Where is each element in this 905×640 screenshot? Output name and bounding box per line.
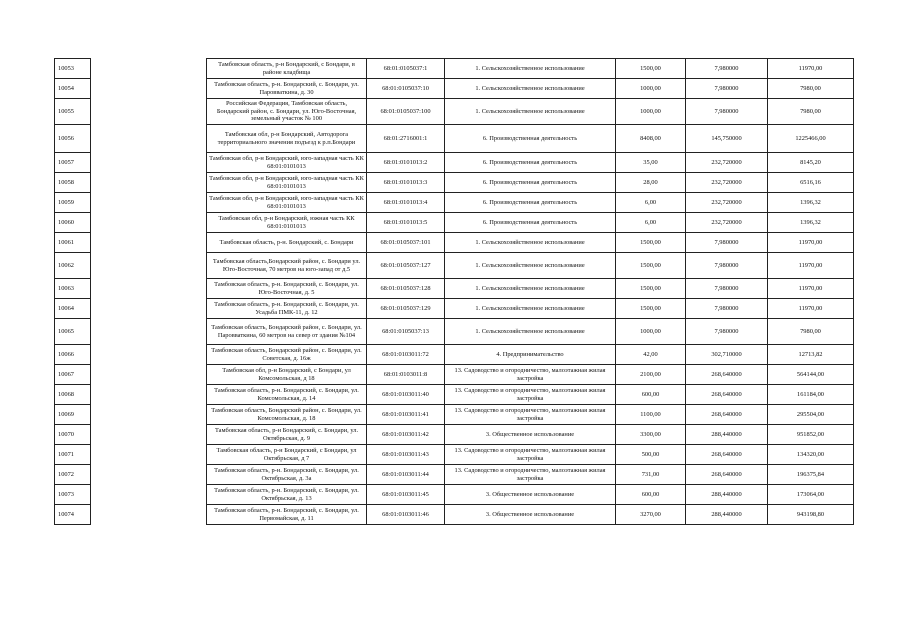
row-number-row: [55, 319, 91, 345]
cadastral-value-cell: 11970,00: [768, 233, 854, 253]
row-number-row: [55, 279, 91, 299]
row-number: 10068: [55, 385, 91, 405]
cadastral-value-cell: 7980,00: [768, 99, 854, 125]
cadastral-value-cell: 11970,00: [768, 59, 854, 79]
address-cell: Тамбовская область, р-н. Бондарский, с. Бондари, ул. Паровваткина, д. 30: [207, 79, 367, 99]
row-number: 10064: [55, 299, 91, 319]
row-number: 10056: [55, 125, 91, 153]
row-number: 10071: [55, 445, 91, 465]
address-cell: Тамбовская обл, р-н Бондарский, Автодорога территориального значения подъезд к р.п.Бондари: [207, 125, 367, 153]
table-row: [207, 253, 854, 279]
address-cell: Российская Федерация, Тамбовская область, Бондарский район, с. Бондари, ул. Юго-Восточная, земельный участок № 100: [207, 99, 367, 125]
row-number: 10054: [55, 79, 91, 99]
cadastral-value-cell: 11970,00: [768, 253, 854, 279]
cadastral-value-cell: 7980,00: [768, 319, 854, 345]
land-use-cell: 6. Производственная деятельность: [445, 125, 616, 153]
address-cell: Тамбовская область, р-н. Бондарский, с. Бондари, ул. Октябрьская, д. 13: [207, 485, 367, 505]
cadastral-number-cell: 68:01:0103011:43: [367, 445, 445, 465]
specific-value-cell: 268,640000: [686, 445, 768, 465]
table-row: [207, 233, 854, 253]
land-use-cell: 4. Предпринимательство: [445, 345, 616, 365]
table-row: [207, 485, 854, 505]
row-number: 10059: [55, 193, 91, 213]
table-row: [207, 385, 854, 405]
row-number-row: [55, 99, 91, 125]
cadastral-value-cell: 943198,80: [768, 505, 854, 525]
area-cell: 600,00: [616, 385, 686, 405]
row-number-row: [55, 485, 91, 505]
table-row: [207, 345, 854, 365]
area-cell: 6,00: [616, 193, 686, 213]
specific-value-cell: 268,640000: [686, 365, 768, 385]
land-use-cell: 13. Садоводство и огородничество, малоэтажная жилая застройка: [445, 405, 616, 425]
area-cell: 6,00: [616, 213, 686, 233]
row-number-row: [55, 125, 91, 153]
land-use-cell: 1. Сельскохозяйственное использование: [445, 319, 616, 345]
specific-value-cell: 7,980000: [686, 299, 768, 319]
specific-value-cell: 288,440000: [686, 425, 768, 445]
row-number-row: [55, 365, 91, 385]
row-number-row: [55, 405, 91, 425]
address-cell: Тамбовская обл, р-н Бондарский, с Бондари, ул Комсомольская, д 18: [207, 365, 367, 385]
cadastral-value-cell: 8145,20: [768, 153, 854, 173]
land-use-cell: 13. Садоводство и огородничество, малоэтажная жилая застройка: [445, 445, 616, 465]
address-cell: Тамбовская область, р-н Бондарский, с Бондари, в районе кладбища: [207, 59, 367, 79]
cadastral-number-cell: 68:01:0103011:45: [367, 485, 445, 505]
cadastral-number-cell: 68:01:0103011:42: [367, 425, 445, 445]
row-number-row: [55, 79, 91, 99]
land-plot-table: [206, 58, 854, 525]
specific-value-cell: 268,640000: [686, 465, 768, 485]
cadastral-value-cell: 161184,00: [768, 385, 854, 405]
specific-value-cell: 288,440000: [686, 485, 768, 505]
cadastral-number-cell: 68:01:0103011:40: [367, 385, 445, 405]
table-row: [207, 125, 854, 153]
specific-value-cell: 7,980000: [686, 279, 768, 299]
row-number-row: [55, 445, 91, 465]
cadastral-value-cell: 1396,32: [768, 193, 854, 213]
row-number-row: [55, 233, 91, 253]
address-cell: Тамбовская область, Бондарский район, с. Бондари, ул. Комсомольская, д. 18: [207, 405, 367, 425]
table-row: [207, 505, 854, 525]
area-cell: 1000,00: [616, 99, 686, 125]
specific-value-cell: 232,720000: [686, 213, 768, 233]
table-row: [207, 319, 854, 345]
area-cell: 731,00: [616, 465, 686, 485]
cadastral-value-cell: 564144,00: [768, 365, 854, 385]
row-number: 10060: [55, 213, 91, 233]
cadastral-number-cell: 68:01:0101013:5: [367, 213, 445, 233]
land-use-cell: 6. Производственная деятельность: [445, 213, 616, 233]
row-number-row: [55, 465, 91, 485]
row-number-row: [55, 385, 91, 405]
specific-value-cell: 268,640000: [686, 385, 768, 405]
cadastral-number-cell: 68:01:0105037:101: [367, 233, 445, 253]
address-cell: Тамбовская область, р-н. Бондарский, с. Бондари, ул. Юго-Восточная, д. 5: [207, 279, 367, 299]
row-number: 10066: [55, 345, 91, 365]
cadastral-number-cell: 68:01:0105037:129: [367, 299, 445, 319]
address-cell: Тамбовская обл, р-н Бондарский, южная часть КК 68:01:0101013: [207, 213, 367, 233]
land-use-cell: 3. Общественное использование: [445, 485, 616, 505]
specific-value-cell: 268,640000: [686, 405, 768, 425]
address-cell: Тамбовская обл, р-н Бондарский, юго-западная часть КК 68:01:0101013: [207, 193, 367, 213]
address-cell: Тамбовская область, р-н. Бондарский, с. Бондари, ул. Октябрьская, д. 3а: [207, 465, 367, 485]
area-cell: 1500,00: [616, 299, 686, 319]
address-cell: Тамбовская область, Бондарский район, с. Бондари, ул. Паровваткина, 60 метров на север от здания №104: [207, 319, 367, 345]
specific-value-cell: 145,750000: [686, 125, 768, 153]
cadastral-number-cell: 68:01:0103011:41: [367, 405, 445, 425]
area-cell: 2100,00: [616, 365, 686, 385]
cadastral-value-cell: 6516,16: [768, 173, 854, 193]
table-row: [207, 99, 854, 125]
cadastral-value-cell: 11970,00: [768, 299, 854, 319]
cadastral-number-cell: 68:01:0105037:1: [367, 59, 445, 79]
land-use-cell: 1. Сельскохозяйственное использование: [445, 233, 616, 253]
address-cell: Тамбовская область, Бондарский район, с. Бондари, ул. Советская, д. 16ж: [207, 345, 367, 365]
cadastral-number-cell: 68:01:0103011:46: [367, 505, 445, 525]
address-cell: Тамбовская область, р-н. Бондарский, с. Бондари, ул. Комсомольская, д. 14: [207, 385, 367, 405]
land-use-cell: 6. Производственная деятельность: [445, 173, 616, 193]
row-number-row: [55, 153, 91, 173]
table-row: [207, 79, 854, 99]
row-number-row: [55, 59, 91, 79]
cadastral-number-cell: 68:01:0105037:10: [367, 79, 445, 99]
specific-value-cell: 7,980000: [686, 99, 768, 125]
table-row: [207, 193, 854, 213]
land-use-cell: 6. Производственная деятельность: [445, 153, 616, 173]
cadastral-number-cell: 68:01:0105037:128: [367, 279, 445, 299]
land-use-cell: 1. Сельскохозяйственное использование: [445, 99, 616, 125]
cadastral-number-cell: 68:01:0101013:3: [367, 173, 445, 193]
row-number: 10053: [55, 59, 91, 79]
area-cell: 8408,00: [616, 125, 686, 153]
row-number: 10062: [55, 253, 91, 279]
cadastral-value-cell: 173064,00: [768, 485, 854, 505]
land-use-cell: 13. Садоводство и огородничество, малоэтажная жилая застройка: [445, 365, 616, 385]
specific-value-cell: 288,440000: [686, 505, 768, 525]
specific-value-cell: 302,710000: [686, 345, 768, 365]
area-cell: 1500,00: [616, 233, 686, 253]
address-cell: Тамбовская обл, р-н Бондарский, юго-западная часть КК 68:01:0101013: [207, 173, 367, 193]
table-row: [207, 213, 854, 233]
area-cell: 28,00: [616, 173, 686, 193]
area-cell: 42,00: [616, 345, 686, 365]
specific-value-cell: 7,980000: [686, 233, 768, 253]
cadastral-value-cell: 951852,00: [768, 425, 854, 445]
cadastral-value-cell: 11970,00: [768, 279, 854, 299]
table-row: [207, 299, 854, 319]
area-cell: 1500,00: [616, 253, 686, 279]
address-cell: Тамбовская область,Бондарский район, с. Бондари ул. Юго-Восточная, 70 метров на юго-запад от д.5: [207, 253, 367, 279]
row-number-row: [55, 173, 91, 193]
area-cell: 500,00: [616, 445, 686, 465]
cadastral-number-cell: 68:01:0105037:127: [367, 253, 445, 279]
row-number: 10073: [55, 485, 91, 505]
row-number-row: [55, 299, 91, 319]
area-cell: 1500,00: [616, 279, 686, 299]
land-use-cell: 1. Сельскохозяйственное использование: [445, 299, 616, 319]
address-cell: Тамбовская область, р-н Бондарский, с Бондари, ул Октябрьская, д 7: [207, 445, 367, 465]
area-cell: 1100,00: [616, 405, 686, 425]
row-number: 10070: [55, 425, 91, 445]
land-use-cell: 1. Сельскохозяйственное использование: [445, 253, 616, 279]
land-use-cell: 6. Производственная деятельность: [445, 193, 616, 213]
table-row: [207, 153, 854, 173]
cadastral-number-cell: 68:01:0105037:13: [367, 319, 445, 345]
row-number: 10061: [55, 233, 91, 253]
cadastral-value-cell: 134320,00: [768, 445, 854, 465]
address-cell: Тамбовская область, р-н. Бондарский, с. Бондари, ул. Усадьба ПМК-11, д. 12: [207, 299, 367, 319]
table-row: [207, 365, 854, 385]
land-use-cell: 3. Общественное использование: [445, 505, 616, 525]
row-number: 10067: [55, 365, 91, 385]
cadastral-value-cell: 295504,00: [768, 405, 854, 425]
row-number: 10065: [55, 319, 91, 345]
area-cell: 1000,00: [616, 79, 686, 99]
cadastral-value-cell: 12713,82: [768, 345, 854, 365]
row-number-row: [55, 213, 91, 233]
cadastral-number-cell: 68:01:2716001:1: [367, 125, 445, 153]
row-number: 10074: [55, 505, 91, 525]
row-number-column: [54, 58, 91, 525]
row-number: 10055: [55, 99, 91, 125]
specific-value-cell: 7,980000: [686, 79, 768, 99]
cadastral-number-cell: 68:01:0103011:8: [367, 365, 445, 385]
table-row: [207, 465, 854, 485]
table-row: [207, 279, 854, 299]
area-cell: 3270,00: [616, 505, 686, 525]
row-number-row: [55, 505, 91, 525]
row-number: 10058: [55, 173, 91, 193]
cadastral-number-cell: 68:01:0103011:44: [367, 465, 445, 485]
land-use-cell: 1. Сельскохозяйственное использование: [445, 79, 616, 99]
land-use-cell: 13. Садоводство и огородничество, малоэтажная жилая застройка: [445, 465, 616, 485]
row-number-row: [55, 345, 91, 365]
cadastral-value-cell: 1225466,00: [768, 125, 854, 153]
specific-value-cell: 7,980000: [686, 59, 768, 79]
land-use-cell: 1. Сельскохозяйственное использование: [445, 279, 616, 299]
row-number: 10072: [55, 465, 91, 485]
area-cell: 3300,00: [616, 425, 686, 445]
table-row: [207, 405, 854, 425]
table-row: [207, 173, 854, 193]
row-number-row: [55, 253, 91, 279]
land-use-cell: 1. Сельскохозяйственное использование: [445, 59, 616, 79]
land-use-cell: 13. Садоводство и огородничество, малоэтажная жилая застройка: [445, 385, 616, 405]
area-cell: 600,00: [616, 485, 686, 505]
address-cell: Тамбовская область, р-н Бондарский, с. Бондари, ул. Октябрьская, д. 9: [207, 425, 367, 445]
address-cell: Тамбовская обл, р-н Бондарский, юго-западная часть КК 68:01:0101013: [207, 153, 367, 173]
table-row: [207, 59, 854, 79]
specific-value-cell: 7,980000: [686, 319, 768, 345]
row-number: 10069: [55, 405, 91, 425]
specific-value-cell: 232,720000: [686, 153, 768, 173]
row-number: 10057: [55, 153, 91, 173]
table-row: [207, 445, 854, 465]
cadastral-number-cell: 68:01:0101013:2: [367, 153, 445, 173]
area-cell: 1000,00: [616, 319, 686, 345]
row-number-row: [55, 425, 91, 445]
area-cell: 35,00: [616, 153, 686, 173]
cadastral-value-cell: 7980,00: [768, 79, 854, 99]
row-number-row: [55, 193, 91, 213]
table-row: [207, 425, 854, 445]
cadastral-number-cell: 68:01:0105037:100: [367, 99, 445, 125]
specific-value-cell: 7,980000: [686, 253, 768, 279]
address-cell: Тамбовская область, р-н. Бондарский, с. Бондари, ул. Первомайская, д. 11: [207, 505, 367, 525]
cadastral-value-cell: 196375,84: [768, 465, 854, 485]
cadastral-number-cell: 68:01:0101013:4: [367, 193, 445, 213]
cadastral-number-cell: 68:01:0103011:72: [367, 345, 445, 365]
specific-value-cell: 232,720000: [686, 193, 768, 213]
area-cell: 1500,00: [616, 59, 686, 79]
land-use-cell: 3. Общественное использование: [445, 425, 616, 445]
row-number: 10063: [55, 279, 91, 299]
cadastral-value-cell: 1396,32: [768, 213, 854, 233]
address-cell: Тамбовская область, р-н. Бондарский, с. Бондари: [207, 233, 367, 253]
specific-value-cell: 232,720000: [686, 173, 768, 193]
